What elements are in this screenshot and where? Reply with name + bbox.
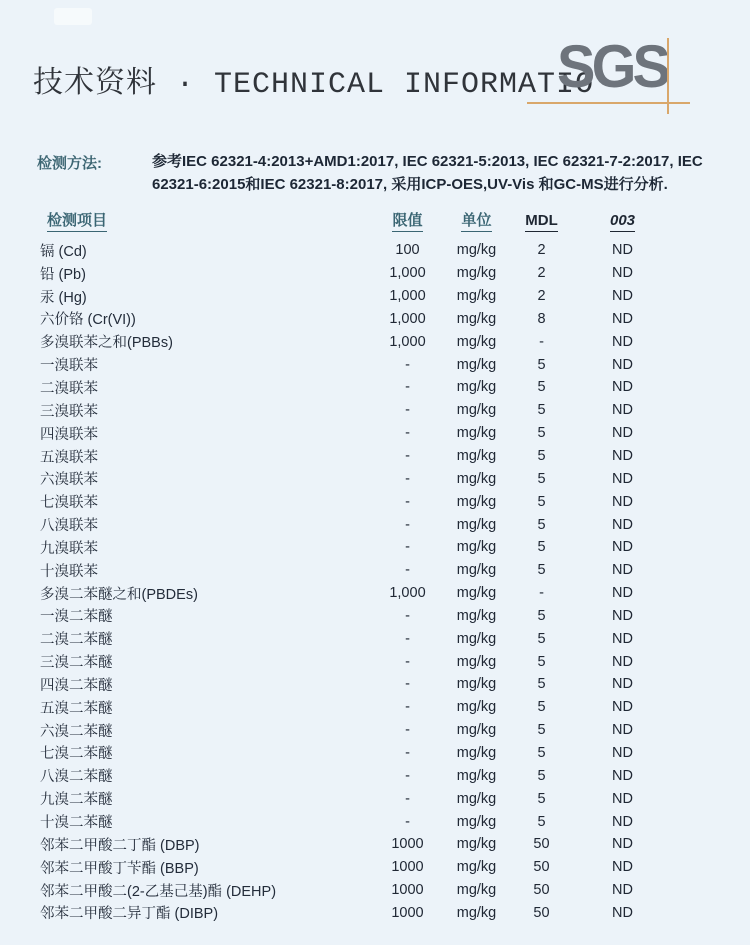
test-item-label: 五溴联苯 [40,449,98,466]
mdl-value: 5 [537,722,546,739]
limit-value: - [405,493,410,510]
test-item-label: 十溴联苯 [40,563,98,580]
table-row [40,673,690,696]
result-value: ND [612,265,633,282]
limit-value: - [405,448,410,465]
test-item-label: 四溴二苯醚 [40,677,113,694]
limit-value: 1,000 [389,288,426,305]
unit-value: mg/kg [456,539,497,556]
result-value: ND [612,767,633,784]
method-text: 参考IEC 62321-4:2013+AMD1:2017, IEC 62321-5:2013, IEC 62321-7-2:2017, IEC 62321-6:2015和IEC 62321-8:2017, 采用ICP-OES,UV-Vis 和GC-MS进行分析. [152,153,703,193]
mdl-value: 5 [537,630,546,647]
table-row [40,445,690,468]
table-row [40,582,690,605]
mdl-value: 5 [537,516,546,533]
test-item-label: 七溴二苯醚 [40,746,113,763]
mdl-value: 5 [537,744,546,761]
unit-value: mg/kg [456,699,497,716]
mdl-value: 8 [537,310,546,327]
mdl-value: 5 [537,607,546,624]
mdl-value: 5 [537,767,546,784]
mdl-value: 5 [537,379,546,396]
limit-value: - [405,813,410,830]
mdl-value: 5 [537,470,546,487]
mdl-value: 5 [537,699,546,716]
limit-value: - [405,402,410,419]
result-value: ND [612,333,633,350]
limit-value: 1,000 [389,265,426,282]
table-row [40,696,690,719]
test-item-label: 镉 (Cd) [40,243,87,260]
limit-value: - [405,699,410,716]
table-header-row [40,212,690,239]
table-row [40,490,690,513]
table-row [40,764,690,787]
limit-value: 1000 [391,882,424,899]
test-item-label: 九溴二苯醚 [40,792,113,809]
table-row [40,399,690,422]
result-value: ND [612,425,633,442]
unit-value: mg/kg [456,356,497,373]
result-value: ND [612,539,633,556]
limit-value: 1,000 [389,310,426,327]
unit-value: mg/kg [456,722,497,739]
limit-value: - [405,562,410,579]
result-value: ND [612,859,633,876]
mdl-value: 50 [533,859,550,876]
unit-value: mg/kg [456,562,497,579]
unit-value: mg/kg [456,493,497,510]
limit-value: 1000 [391,836,424,853]
result-value: ND [612,790,633,807]
table-row [40,536,690,559]
result-value: ND [612,630,633,647]
table-row [40,650,690,673]
mdl-value: 5 [537,425,546,442]
unit-value: mg/kg [456,265,497,282]
test-item-label: 汞 (Hg) [40,289,87,306]
test-item-label: 六溴联苯 [40,472,98,489]
unit-value: mg/kg [456,448,497,465]
table-row [40,833,690,856]
mdl-value: 5 [537,813,546,830]
limit-value: - [405,722,410,739]
result-value: ND [612,379,633,396]
column-header-unit: 单位 [440,212,513,232]
table-row [40,810,690,833]
mdl-value: 50 [533,882,550,899]
unit-value: mg/kg [456,630,497,647]
sgs-logo [527,30,707,125]
unit-value: mg/kg [456,425,497,442]
unit-value: mg/kg [456,882,497,899]
test-item-label: 六价铬 (Cr(VI)) [40,312,136,329]
test-item-label: 邻苯二甲酸丁苄酯 (BBP) [40,860,199,877]
table-row [40,353,690,376]
result-value: ND [612,585,633,602]
unit-value: mg/kg [456,242,497,259]
result-value: ND [612,699,633,716]
test-item-label: 四溴联苯 [40,426,98,443]
result-value: ND [612,722,633,739]
column-header-test-item: 检测项目 [40,212,375,232]
table-row [40,308,690,331]
mdl-value: 50 [533,904,550,921]
limit-value: - [405,676,410,693]
table-row [40,605,690,628]
limit-value: - [405,379,410,396]
unit-value: mg/kg [456,859,497,876]
table-row [40,422,690,445]
unit-value: mg/kg [456,904,497,921]
mdl-value: 5 [537,356,546,373]
mdl-value: 5 [537,493,546,510]
sgs-logo-text: SGS [557,33,668,100]
result-value: ND [612,470,633,487]
table-row [40,239,690,262]
test-item-label: 一溴二苯醚 [40,609,113,626]
test-item-label: 二溴二苯醚 [40,632,113,649]
mdl-value: 2 [537,265,546,282]
sgs-logo-vertical-line [667,38,669,114]
test-item-label: 邻苯二甲酸二丁酯 (DBP) [40,837,200,854]
sgs-logo-horizontal-line [527,102,690,104]
unit-value: mg/kg [456,836,497,853]
table-row [40,513,690,536]
test-item-label: 三溴联苯 [40,403,98,420]
column-header-limit: 限值 [375,212,440,232]
test-item-label: 多溴联苯之和(PBBs) [40,335,173,352]
table-body [40,239,690,924]
test-item-label: 邻苯二甲酸二(2-乙基己基)酯 (DEHP) [40,883,277,900]
unit-value: mg/kg [456,402,497,419]
method-label: 检测方法: [37,155,102,172]
limit-value: 100 [395,242,420,259]
result-value: ND [612,288,633,305]
test-item-label: 九溴联苯 [40,540,98,557]
table-row [40,559,690,582]
result-value: ND [612,904,633,921]
column-header-mdl: MDL [513,212,570,232]
unit-value: mg/kg [456,813,497,830]
table-row [40,787,690,810]
result-value: ND [612,310,633,327]
table-row [40,285,690,308]
mdl-value: 5 [537,562,546,579]
result-value: ND [612,356,633,373]
test-item-label: 铅 (Pb) [40,266,86,283]
table-row [40,376,690,399]
limit-value: - [405,744,410,761]
table-row [40,467,690,490]
test-item-label: 七溴联苯 [40,495,98,512]
mdl-value: 50 [533,836,550,853]
limit-value: 1,000 [389,333,426,350]
scan-artifact [54,8,92,25]
test-item-label: 二溴联苯 [40,380,98,397]
result-value: ND [612,562,633,579]
unit-value: mg/kg [456,744,497,761]
test-item-label: 五溴二苯醚 [40,700,113,717]
result-value: ND [612,653,633,670]
unit-value: mg/kg [456,470,497,487]
results-table [40,212,690,924]
result-value: ND [612,676,633,693]
limit-value: - [405,425,410,442]
limit-value: - [405,607,410,624]
test-item-label: 一溴联苯 [40,358,98,375]
unit-value: mg/kg [456,288,497,305]
table-row [40,330,690,353]
test-item-label: 三溴二苯醚 [40,655,113,672]
result-value: ND [612,448,633,465]
test-item-label: 十溴二苯醚 [40,815,113,832]
test-item-label: 八溴二苯醚 [40,769,113,786]
limit-value: 1000 [391,904,424,921]
table-row [40,856,690,879]
unit-value: mg/kg [456,333,497,350]
limit-value: - [405,470,410,487]
page-title: 技术资料 · TECHNICAL INFORMATIO [33,68,595,102]
limit-value: - [405,630,410,647]
limit-value: - [405,539,410,556]
result-value: ND [612,744,633,761]
unit-value: mg/kg [456,379,497,396]
unit-value: mg/kg [456,310,497,327]
limit-value: 1000 [391,859,424,876]
column-header-sample-003: 003 [570,212,675,232]
result-value: ND [612,836,633,853]
mdl-value: 5 [537,790,546,807]
mdl-value: 5 [537,448,546,465]
mdl-value: 5 [537,539,546,556]
unit-value: mg/kg [456,607,497,624]
table-row [40,262,690,285]
table-row [40,901,690,924]
table-row [40,627,690,650]
table-row [40,742,690,765]
test-item-label: 多溴二苯醚之和(PBDEs) [40,586,198,603]
test-item-label: 六溴二苯醚 [40,723,113,740]
table-row [40,879,690,902]
limit-value: - [405,790,410,807]
unit-value: mg/kg [456,767,497,784]
table-row [40,719,690,742]
result-value: ND [612,516,633,533]
mdl-value: 2 [537,288,546,305]
result-value: ND [612,607,633,624]
mdl-value: - [539,333,544,350]
result-value: ND [612,402,633,419]
unit-value: mg/kg [456,790,497,807]
mdl-value: - [539,585,544,602]
mdl-value: 2 [537,242,546,259]
unit-value: mg/kg [456,676,497,693]
mdl-value: 5 [537,402,546,419]
mdl-value: 5 [537,676,546,693]
test-item-label: 八溴联苯 [40,518,98,535]
limit-value: - [405,767,410,784]
result-value: ND [612,882,633,899]
limit-value: - [405,356,410,373]
unit-value: mg/kg [456,516,497,533]
mdl-value: 5 [537,653,546,670]
result-value: ND [612,493,633,510]
limit-value: - [405,516,410,533]
limit-value: - [405,653,410,670]
result-value: ND [612,813,633,830]
result-value: ND [612,242,633,259]
unit-value: mg/kg [456,585,497,602]
unit-value: mg/kg [456,653,497,670]
limit-value: 1,000 [389,585,426,602]
test-item-label: 邻苯二甲酸二异丁酯 (DIBP) [40,906,219,923]
